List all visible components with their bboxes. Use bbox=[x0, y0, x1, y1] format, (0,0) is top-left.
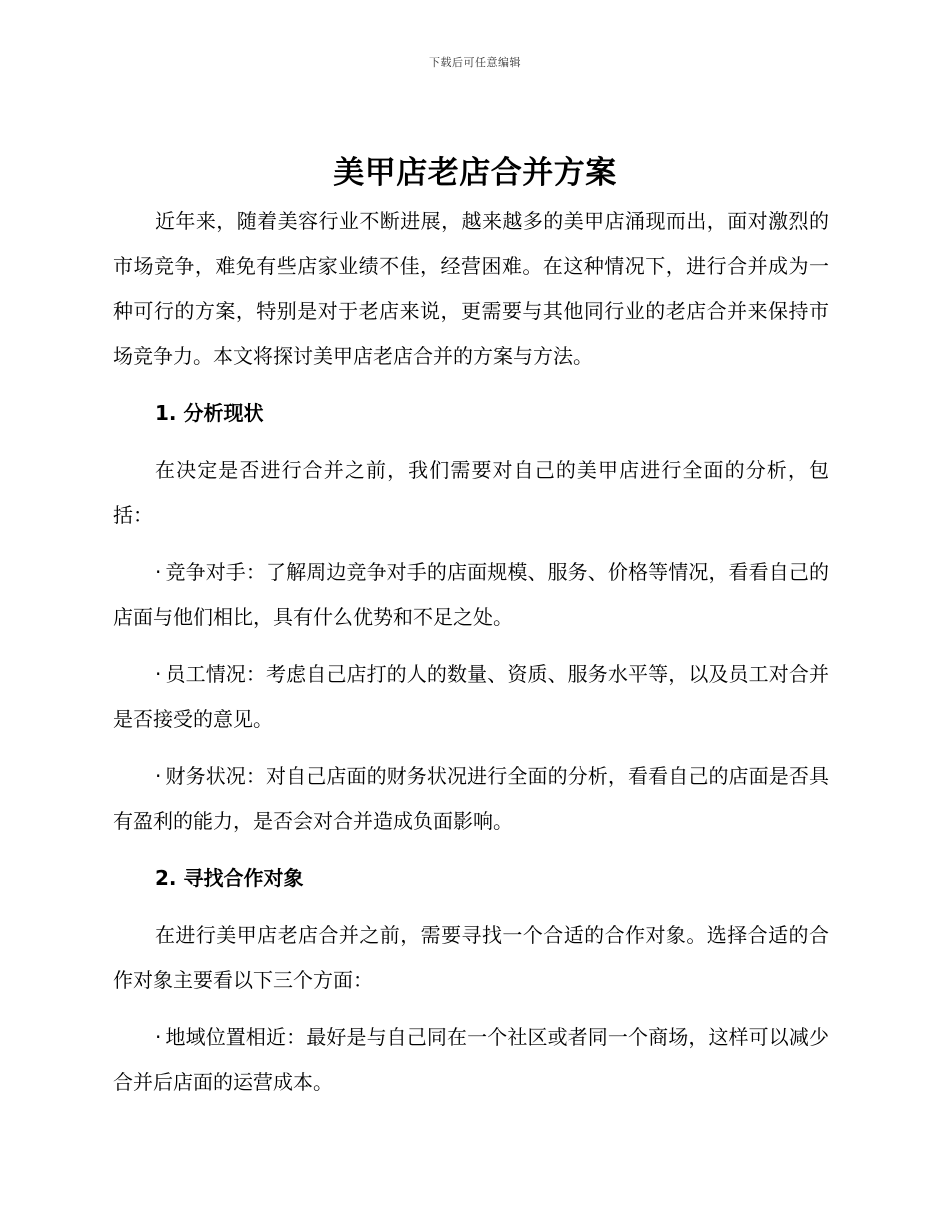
intro-paragraph: 近年来，随着美容行业不断进展，越来越多的美甲店涌现而出，面对激烈的市场竞争，难免有些店家业绩不佳，经营困难。在这种情况下，进行合并成为一种可行的方案，特别是对于老店来说，更需要与其他同行业的老店合并来保持市场竞争力。本文将探讨美甲店老店合并的方案与方法。 bbox=[113, 209, 829, 368]
bullet-item bbox=[113, 550, 829, 640]
document-body bbox=[113, 199, 829, 1117]
bullet-text: 财务状况：对自己店面的财务状况进行全面的分析，看看自己的店面是否具有盈利的能力，是否会对合并造成负面影响。 bbox=[113, 764, 829, 833]
bullet-text: 竞争对手：了解周边竞争对手的店面规模、服务、价格等情况，看看自己的店面与他们相比，具有什么优势和不足之处。 bbox=[113, 560, 829, 629]
section-1-heading: 1. 分析现状 bbox=[155, 401, 264, 425]
header-note: 下载后可任意编辑 bbox=[429, 56, 521, 69]
bullet-dot: · bbox=[155, 1025, 162, 1049]
section-2-intro: 在进行美甲店老店合并之前，需要寻找一个合适的合作对象。选择合适的合作对象主要看以下三个方面： bbox=[113, 923, 829, 992]
bullet-dot: · bbox=[155, 764, 162, 788]
bullet-dot: · bbox=[155, 560, 162, 584]
document-title: 美甲店老店合并方案 bbox=[333, 155, 617, 191]
bullet-item bbox=[113, 1015, 829, 1105]
bullet-dot: · bbox=[155, 662, 162, 686]
bullet-text: 员工情况：考虑自己店打的人的数量、资质、服务水平等，以及员工对合并是否接受的意见。 bbox=[113, 662, 829, 731]
bullet-item bbox=[113, 652, 829, 742]
bullet-text: 地域位置相近：最好是与自己同在一个社区或者同一个商场，这样可以减少合并后店面的运营成本。 bbox=[113, 1025, 829, 1094]
section-2-heading: 2. 寻找合作对象 bbox=[155, 866, 304, 890]
section-1-intro: 在决定是否进行合并之前，我们需要对自己的美甲店进行全面的分析，包括： bbox=[113, 458, 829, 527]
bullet-item bbox=[113, 754, 829, 844]
